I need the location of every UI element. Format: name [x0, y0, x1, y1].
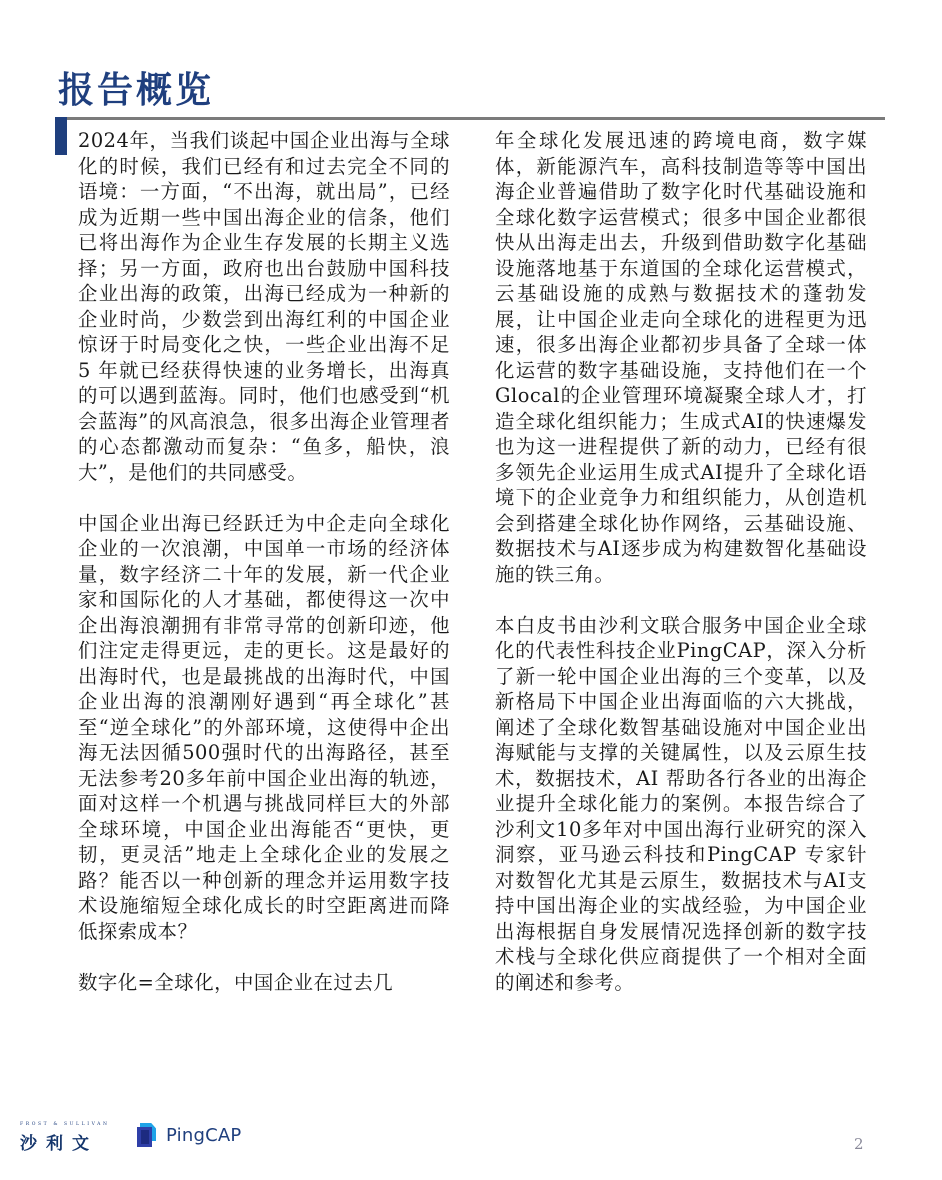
- page-number: 2: [854, 1135, 864, 1153]
- pingcap-logo: [137, 1123, 241, 1147]
- pingcap-logo-icon: [137, 1123, 159, 1147]
- frost-sullivan-en-text: FROST & SULLIVAN: [20, 1122, 110, 1127]
- paragraph: 数字化=全球化，中国企业在过去几: [78, 970, 394, 994]
- header-divider: [55, 117, 885, 120]
- paragraph: 年全球化发展迅速的跨境电商，数字媒体，新能源汽车，高科技制造等等中国出海企业普遍借助了数字化时代基础设施和全球化数字运营模式；很多中国企业都很快从出海走出去，升级到借助数字化基础设施落地基于东道国的全球化运营模式，云基础设施的成熟与数据技术的蓬勃发展，让中国企业走向全球化的进程更为迅速，很多出海企业都初步具备了全球一体化运营的数字基础设施，支持他们在一个Glocal的企业管理环境凝聚全球人才，打造全球化组织能力；生成式AI的快速爆发也为这一进程提供了新的动力，已经有很多领先企业运用生成式AI提升了全球化语境下的企业竞争力和组织能力，从创造机会到搭建全球化协作网络，云基础设施、数据技术与AI逐步成为构建数智化基础设施的铁三角。: [495, 129, 867, 586]
- paragraph: 2024年，当我们谈起中国企业出海与全球化的时候，我们已经有和过去完全不同的语境：一方面，“不出海，就出局”，已经成为近期一些中国出海企业的信条，他们已将出海作为企业生存发展的长期主义选择；另一方面，政府也出台鼓励中国科技企业出海的政策，出海已经成为一种新的企业时尚，少数尝到出海红利的中国企业惊讶于时局变化之快，一些企业出海不足 5 年就已经获得快速的业务增长，出海真的可以遇到蓝海。同时，他们也感受到“机会蓝海”的风高浪急，很多出海企业管理者的心态都激动而复杂：“鱼多，船快，浪大”，是他们的共同感受。: [78, 129, 450, 484]
- left-column: [78, 128, 450, 995]
- accent-bar: [55, 117, 67, 155]
- frost-sullivan-cn-text: 沙利文: [20, 1134, 98, 1154]
- pingcap-logo-text: PingCAP: [166, 1124, 242, 1146]
- right-column: [495, 128, 867, 995]
- page-title: 报告概览: [58, 69, 215, 111]
- paragraph: 本白皮书由沙利文联合服务中国企业全球化的代表性科技企业PingCAP，深入分析了新一轮中国企业出海的三个变革，以及新格局下中国企业出海面临的六大挑战，阐述了全球化数智基础设施对中国企业出海赋能与支撑的关键属性，以及云原生技术，数据技术，AI 帮助各行各业的出海企业提升全球化能力的案例。本报告综合了沙利文10多年对中国出海行业研究的深入洞察，亚马逊云科技和PingCAP 专家针对数智化尤其是云原生，数据技术与AI支持中国出海企业的实战经验，为中国企业出海根据自身发展情况选择创新的数字技术栈与全球化供应商提供了一个相对全面的阐述和参考。: [495, 613, 867, 994]
- paragraph: 中国企业出海已经跃迁为中企走向全球化企业的一次浪潮，中国单一市场的经济体量，数字经济二十年的发展，新一代企业家和国际化的人才基础，都使得这一次中企出海浪潮拥有非常寻常的创新印迹，他们注定走得更远，走的更长。这是最好的出海时代，也是最挑战的出海时代，中国企业出海的浪潮刚好遇到“再全球化”甚至“逆全球化”的外部环境，这使得中企出海无法因循500强时代的出海路径，甚至无法参考20多年前中国企业出海的轨迹，面对这样一个机遇与挑战同样巨大的外部全球环境，中国企业出海能否“更快，更韧，更灵活”地走上全球化企业的发展之路？能否以一种创新的理念并运用数字技术设施缩短全球化成长的时空距离进而降低探索成本？: [78, 511, 450, 943]
- frost-sullivan-logo: [20, 1122, 130, 1154]
